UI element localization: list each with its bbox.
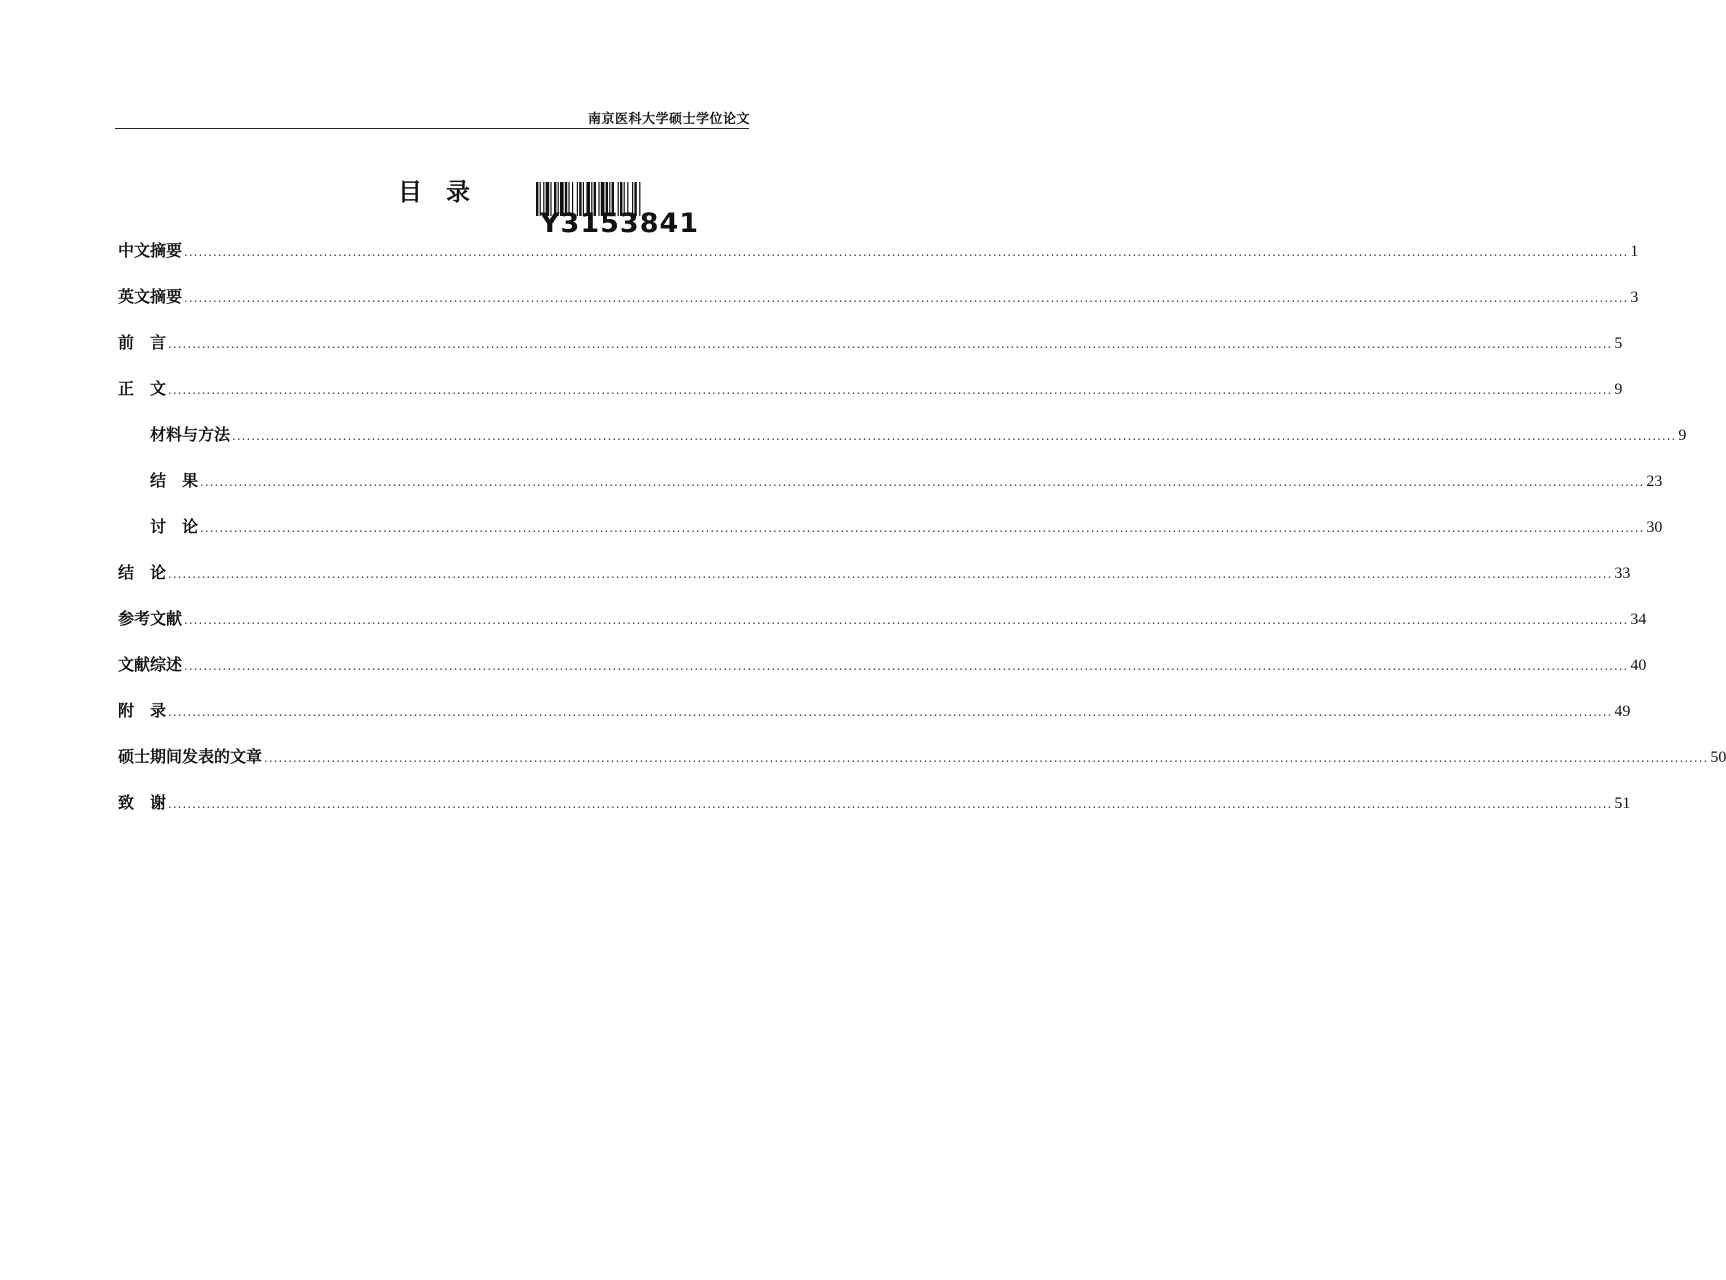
toc-entry [118,238,1639,284]
toc-entry [118,330,1623,376]
toc-entry [118,790,1631,836]
toc-entry [118,376,1623,422]
toc-entry-label: 结 果 [150,471,199,490]
toc-entry [118,284,1639,330]
toc-entry-label: 材料与方法 [150,425,231,444]
toc-entry-page: 33 [1614,565,1631,582]
toc-entry-page: 50 [1710,749,1726,766]
toc-entry-page: 1 [1630,243,1639,260]
toc-leader-dots: ............................................................................................................................................................................................................................................................................................................ [184,245,1629,259]
toc-entry-label: 讨 论 [150,517,199,536]
toc-entry-page: 30 [1646,519,1663,536]
toc-leader-dots: ............................................................................................................................................................................................................................................................................................................ [264,751,1709,765]
toc-entry-label: 前 言 [118,333,167,352]
toc-entry-label: 正 文 [118,379,167,398]
toc-entry-page: 5 [1614,335,1623,352]
toc-leader-dots: ............................................................................................................................................................................................................................................................................................................ [168,383,1613,397]
barcode [536,182,700,242]
toc-leader-dots: ............................................................................................................................................................................................................................................................................................................ [168,705,1613,719]
toc-entry-label: 硕士期间发表的文章 [118,747,263,766]
toc-title: 目录 [398,177,494,206]
toc-entry-page: 51 [1614,795,1631,812]
toc-entry-page: 9 [1614,381,1623,398]
toc-entry [118,606,1647,652]
toc-entry [118,652,1647,698]
toc-entry-label: 参考文献 [118,609,183,628]
toc-entry [118,698,1631,744]
toc-entry [118,468,1663,514]
toc-leader-dots: ............................................................................................................................................................................................................................................................................................................ [184,659,1629,673]
toc-entry-page: 3 [1630,289,1639,306]
toc-leader-dots: ............................................................................................................................................................................................................................................................................................................ [168,797,1613,811]
toc-leader-dots: ............................................................................................................................................................................................................................................................................................................ [232,429,1677,443]
toc-entry-label: 致 谢 [118,793,167,812]
toc-entry-page: 34 [1630,611,1647,628]
barcode-number: Y3153841 [540,208,700,239]
toc-leader-dots: ............................................................................................................................................................................................................................................................................................................ [168,567,1613,581]
barcode-bar [536,182,538,216]
header-rule [115,128,749,129]
toc-entry-label: 结 论 [118,563,167,582]
toc-entry-label: 附 录 [118,701,167,720]
toc-entry-page: 49 [1614,703,1631,720]
toc-leader-dots: ............................................................................................................................................................................................................................................................................................................ [184,613,1629,627]
running-header: 南京医科大学硕士学位论文 [587,112,750,127]
toc-entry-label: 中文摘要 [118,241,183,260]
toc-entry-page: 23 [1646,473,1663,490]
toc-leader-dots: ............................................................................................................................................................................................................................................................................................................ [168,337,1613,351]
toc-entry [118,514,1663,560]
toc-entry [118,560,1631,606]
toc-entry [118,422,1687,468]
toc-list [118,238,1726,836]
toc-entry-label: 文献综述 [118,655,183,674]
toc-leader-dots: ............................................................................................................................................................................................................................................................................................................ [184,291,1629,305]
toc-entry-page: 40 [1630,657,1647,674]
toc-entry-label: 英文摘要 [118,287,183,306]
toc-entry [118,744,1726,790]
toc-leader-dots: ............................................................................................................................................................................................................................................................................................................ [200,475,1645,489]
toc-entry-page: 9 [1678,427,1687,444]
toc-leader-dots: ............................................................................................................................................................................................................................................................................................................ [200,521,1645,535]
